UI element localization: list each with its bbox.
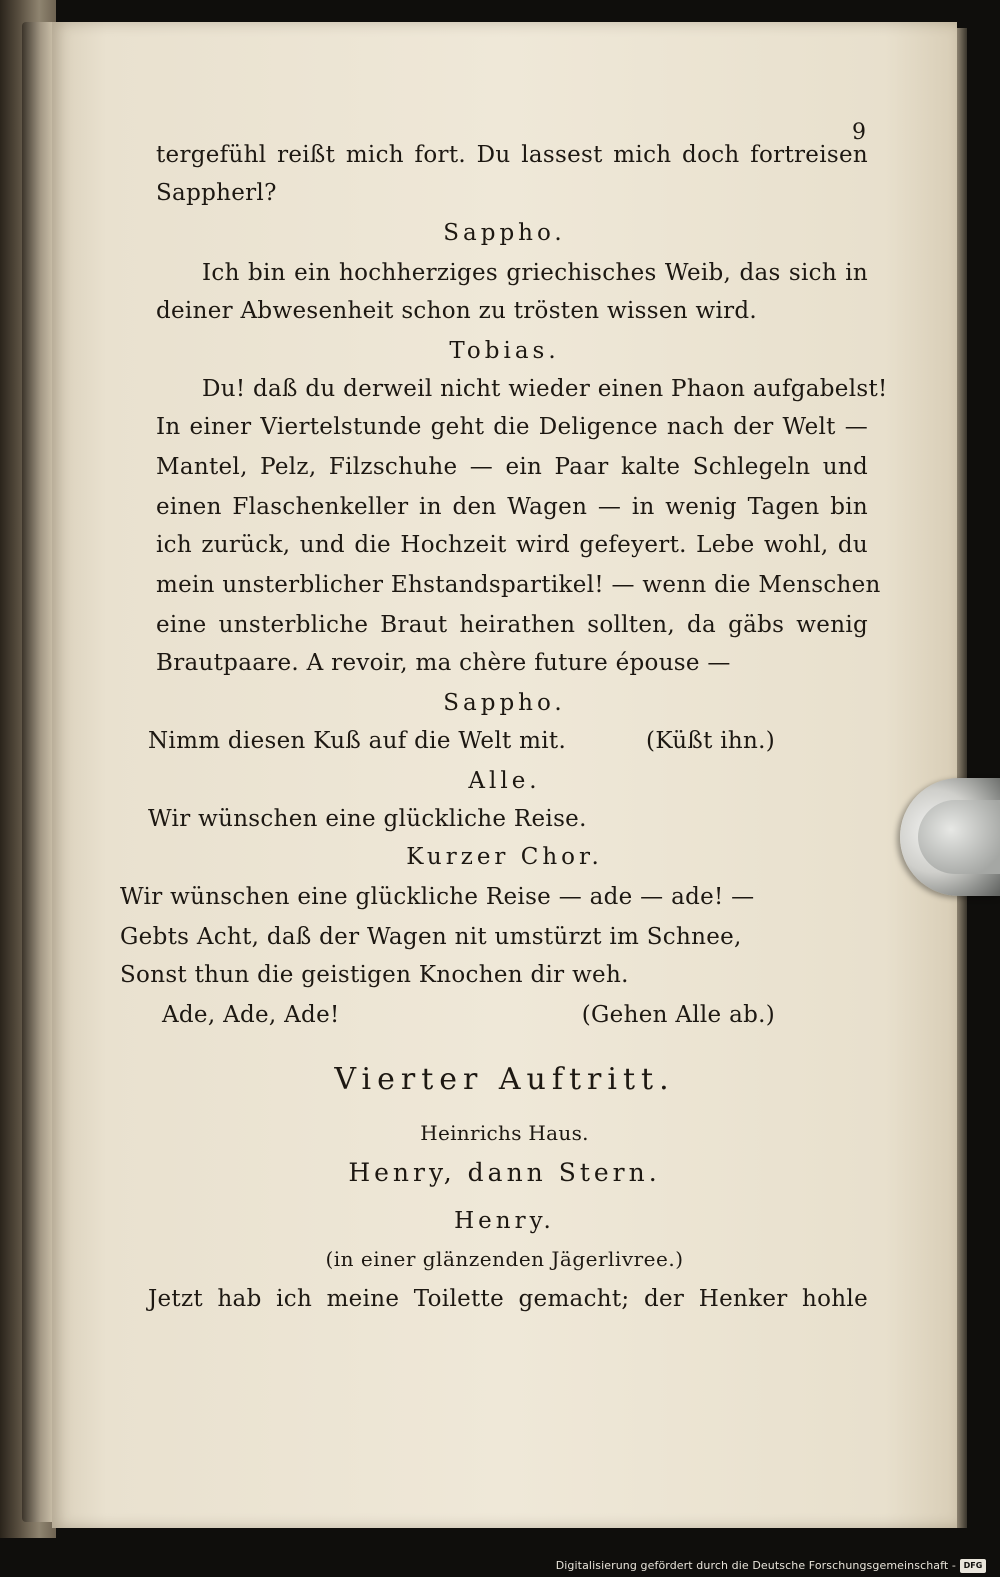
verse-line: Sonst thun die geistigen Knochen dir weh. (120, 962, 629, 988)
footer-bar (0, 1539, 1000, 1577)
stage-direction: (in einer glänzenden Jägerlivree.) (325, 1247, 684, 1271)
verse-line: Ade, Ade, Ade! (162, 1002, 340, 1028)
text-line: Mantel, Pelz, Filzschuhe — ein Paar kalte Schlegeln und (156, 454, 868, 480)
page-text (52, 22, 957, 1528)
speaker-name: Henry. (454, 1208, 555, 1234)
page-number: 9 (852, 120, 866, 145)
text-line: mein unsterblicher Ehstandspartikel! — wenn die Menschen (156, 572, 881, 598)
page-clip-highlight (918, 800, 1000, 874)
text-line: tergefühl reißt mich fort. Du lassest mich doch fortreisen (156, 142, 868, 168)
text-line: Ich bin ein hochherziges griechisches Weib, das sich in (202, 260, 868, 286)
text-line: Jetzt hab ich meine Toilette gemacht; der Henker hohle (148, 1286, 868, 1312)
verse-line: Gebts Acht, daß der Wagen nit umstürzt im Schnee, (120, 924, 742, 950)
scene-location: Heinrichs Haus. (420, 1121, 589, 1145)
text-line: Nimm diesen Kuß auf die Welt mit. (148, 728, 567, 754)
speaker-name: Sappho. (443, 220, 566, 246)
verse-line: Wir wünschen eine glückliche Reise — ade — ade! — (120, 884, 755, 910)
text-line: deiner Abwesenheit schon zu trösten wissen wird. (156, 298, 758, 324)
dfg-logo-icon: DFG (960, 1559, 986, 1573)
funding-credit: Digitalisierung gefördert durch die Deutsche Forschungsgemeinschaft - (555, 1559, 956, 1572)
text-line: eine unsterbliche Braut heirathen sollten, da gäbs wenig (156, 612, 868, 638)
stage-direction: (Küßt ihn.) (646, 728, 775, 754)
speaker-name: Tobias. (449, 338, 560, 364)
text-line: Wir wünschen eine glückliche Reise. (148, 806, 587, 832)
text-line: einen Flaschenkeller in den Wagen — in wenig Tagen bin (156, 494, 868, 520)
speaker-name: Kurzer Chor. (406, 844, 603, 870)
text-line: In einer Viertelstunde geht die Deligence nach der Welt — (156, 414, 868, 440)
text-line: ich zurück, und die Hochzeit wird gefeyert. Lebe wohl, du (156, 532, 868, 558)
text-line: Du! daß du derweil nicht wieder einen Phaon aufgabelst! (202, 376, 888, 402)
scene-persons: Henry, dann Stern. (348, 1158, 661, 1187)
text-line: Sappherl? (156, 180, 277, 206)
book-gutter (22, 22, 56, 1522)
scene-heading: Vierter Auftritt. (334, 1062, 675, 1097)
speaker-name: Sappho. (443, 690, 566, 716)
stage-direction: (Gehen Alle ab.) (581, 1002, 775, 1028)
text-line: Brautpaare. A revoir, ma chère future épouse — (156, 650, 731, 676)
book-page (52, 22, 957, 1528)
speaker-name: Alle. (468, 768, 541, 794)
